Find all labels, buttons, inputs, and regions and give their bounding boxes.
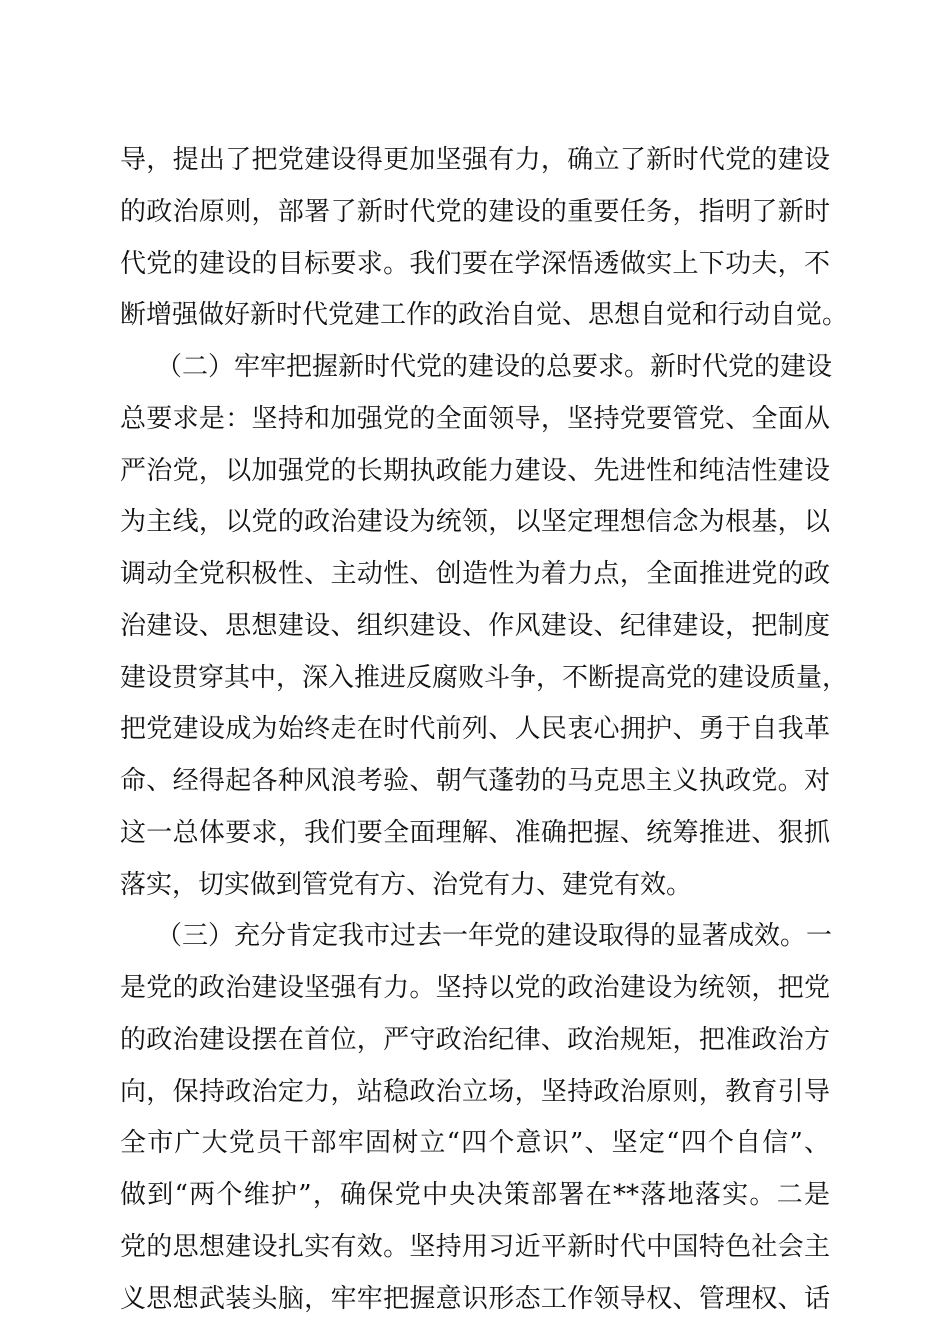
- text-line-20: 全市广大党员干部牢固树立“四个意识”、坚定“四个自信”、: [120, 1128, 830, 1159]
- text-line-16: （三）充分肯定我市过去一年党的建设取得的显著成效。一: [156, 921, 833, 952]
- text-line-12: 把党建设成为始终走在时代前列、人民衷心拥护、勇于自我革: [120, 714, 830, 745]
- text-line-19: 向，保持政治定力，站稳政治立场，坚持政治原则，教育引导: [120, 1076, 830, 1107]
- text-line-13: 命、经得起各种风浪考验、朝气蓬勃的马克思主义执政党。对: [120, 766, 830, 796]
- text-line-1: 导，提出了把党建设得更加坚强有力，确立了新时代党的建设: [120, 145, 830, 175]
- text-line-21: 做到“两个维护”，确保党中央决策部署在**落地落实。二是: [120, 1180, 830, 1210]
- text-line-9: 调动全党积极性、主动性、创造性为着力点，全面推进党的政: [120, 559, 830, 589]
- text-line-2: 的政治原则，部署了新时代党的建设的重要任务，指明了新时: [120, 196, 830, 227]
- text-line-8: 为主线，以党的政治建设为统领，以坚定理想信念为根基，以: [120, 507, 830, 538]
- text-line-17: 是党的政治建设坚强有力。坚持以党的政治建设为统领，把党: [120, 973, 830, 1003]
- document-body: [120, 135, 849, 1325]
- text-line-6: 总要求是：坚持和加强党的全面领导，坚持党要管党、全面从: [120, 403, 830, 434]
- text-line-15: 落实，切实做到管党有方、治党有力、建党有效。: [120, 869, 693, 900]
- text-line-4: 断增强做好新时代党建工作的政治自觉、思想自觉和行动自觉。: [120, 300, 849, 331]
- text-line-14: 这一总体要求，我们要全面理解、准确把握、统筹推进、狠抓: [120, 817, 830, 848]
- text-line-3: 代党的建设的目标要求。我们要在学深悟透做实上下功夫，不: [120, 248, 830, 279]
- text-line-18: 的政治建设摆在首位，严守政治纪律、政治规矩，把准政治方: [120, 1024, 830, 1055]
- text-line-23: 义思想武装头脑，牢牢把握意识形态工作领导权、管理权、话: [120, 1283, 830, 1314]
- text-line-22: 党的思想建设扎实有效。坚持用习近平新时代中国特色社会主: [120, 1231, 830, 1262]
- text-line-10: 治建设、思想建设、组织建设、作风建设、纪律建设，把制度: [120, 610, 830, 641]
- text-line-11: 建设贯穿其中，深入推进反腐败斗争，不断提高党的建设质量，: [120, 662, 849, 693]
- text-line-7: 严治党，以加强党的长期执政能力建设、先进性和纯洁性建设: [120, 455, 830, 486]
- text-line-5: （二）牢牢把握新时代党的建设的总要求。新时代党的建设: [156, 352, 833, 382]
